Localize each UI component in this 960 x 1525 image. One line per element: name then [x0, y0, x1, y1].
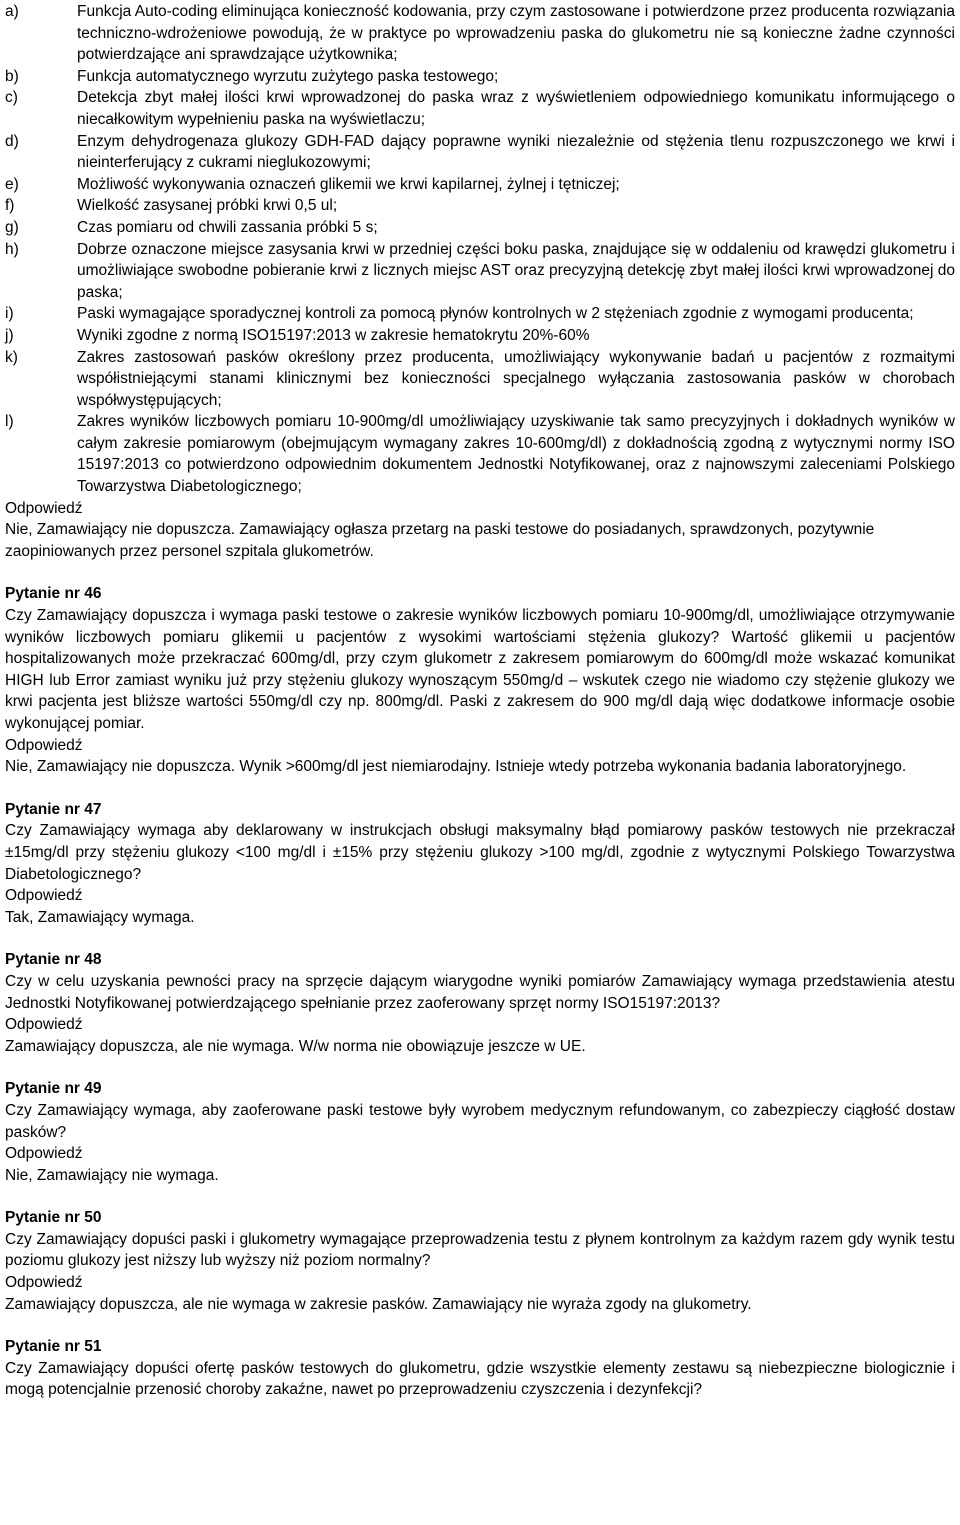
requirements-list: [5, 1, 955, 498]
list-item: [5, 303, 955, 325]
question-block: [5, 1336, 955, 1401]
answer-text: Tak, Zamawiający wymaga.: [5, 908, 195, 926]
list-item: [5, 174, 955, 196]
list-item-label: e): [5, 175, 19, 193]
answer-heading: Odpowiedź: [5, 887, 83, 905]
list-item-text: Zakres wyników liczbowych pomiaru 10-900mg/dl umożliwiający uzyskiwanie tak samo precyzyjnych i dokładnych wyników w całym zakresie pomiarowym (obejmującym wymagany zakres 10-600mg/dl) z dokładnością zgodną z wytycznymi normy ISO 15197:2013 co potwierdzono odpowiednim dokumentem Jednostki Notyfikowanej, oraz z najnowszymi zaleceniami Polskiego Towarzystwa Diabetologicznego;: [77, 413, 955, 496]
list-item-text: Możliwość wykonywania oznaczeń glikemii we krwi kapilarnej, żylnej i tętniczej;: [77, 175, 620, 193]
answer-heading: Odpowiedź: [5, 1145, 83, 1163]
answer-heading: Odpowiedź: [5, 1016, 83, 1034]
list-item-text: Funkcja automatycznego wyrzutu zużytego paska testowego;: [77, 67, 499, 85]
list-item-label: a): [5, 3, 19, 20]
answer-text: Nie, Zamawiający nie dopuszcza. Zamawiający ogłasza przetarg na paski testowe do posiadanych, sprawdzonych, pozytywnie zaopiniowanych przez personel szpitala glukometrów.: [5, 521, 875, 560]
answer-text: Nie, Zamawiający nie wymaga.: [5, 1166, 219, 1184]
answer-text: Nie, Zamawiający nie dopuszcza. Wynik >600mg/dl jest niemiarodajny. Istnieje wtedy potrzeba wykonania badania laboratoryjnego.: [5, 758, 907, 776]
list-item-text: Wyniki zgodne z normą ISO15197:2013 w zakresie hematokrytu 20%-60%: [77, 326, 590, 344]
list-item-label: b): [5, 67, 19, 85]
list-item: [5, 239, 955, 304]
question-title: Pytanie nr 51: [5, 1338, 102, 1356]
list-item-label: f): [5, 197, 15, 215]
question-text: Czy Zamawiający dopuści paski i glukometry wymagające przeprowadzenia testu z płynem kontrolnym za każdym razem gdy wynik testu poziomu glukozy jest niższy lub wyższy niż poziom normalny?: [5, 1230, 955, 1270]
answer-text: Zamawiający dopuszcza, ale nie wymaga w zakresie pasków. Zamawiający nie wyraża zgody na glukometry.: [5, 1295, 752, 1313]
list-item-label: h): [5, 240, 19, 258]
list-item-text: Czas pomiaru od chwili zassania próbki 5 s;: [77, 218, 378, 236]
list-item-label: i): [5, 305, 14, 323]
answer-heading: Odpowiedź: [5, 499, 83, 517]
question-text: Czy w celu uzyskania pewności pracy na sprzęcie dającym wiarygodne wyniki pomiarów Zamawiający wymaga przedstawienia atestu Jednostki Notyfikowanej potwierdzającego spełnianie przez zaoferowany sprzęt normy ISO15197:2013?: [5, 972, 955, 1012]
list-item-text: Enzym dehydrogenaza glukozy GDH-FAD dający poprawne wyniki niezależnie od stężenia tlenu rozpuszczonego we krwi i nieinterferujący z cukrami nieglukozowymi;: [77, 132, 955, 172]
question-block: [5, 1207, 955, 1315]
question-block: [5, 583, 955, 777]
question-title: Pytanie nr 46: [5, 585, 102, 603]
list-item-label: g): [5, 218, 19, 236]
question-block: [5, 1078, 955, 1186]
question-text: Czy Zamawiający dopuszcza i wymaga paski testowe o zakresie wyników liczbowych pomiaru 10-900mg/dl, umożliwiające otrzymywanie wyników liczbowych pomiaru glikemii u pacjentów z wysokimi wartościami stężenia glukozy? Wartość glikemii u pacjentów hospitalizowanych może przekraczać 600mg/dl, przy czym glukometr z zakresem pomiarowym do 600mg/dl może wskazać komunikat HIGH lub Error zamiast wyniku już przy stężeniu glukozy wynoszącym 550mg/d – wskutek czego nie wiadomo czy stężenie glukozy we krwi pacjenta jest bliższe wartości 550mg/dl czy np. 800mg/dl. Paski z zakresem do 900 mg/dl dają więc dodatkowe informacje osobie wykonującej pomiar.: [5, 607, 955, 732]
question-text: Czy Zamawiający wymaga aby deklarowany w instrukcjach obsługi maksymalny błąd pomiarowy pasków testowych nie przekraczał ±15mg/dl przy stężeniu glukozy <100 mg/dl i ±15% przy stężeniu glukozy >100 mg/dl, zgodnie z wytycznymi Polskiego Towarzystwa Diabetologicznego?: [5, 822, 955, 883]
list-item: [5, 66, 955, 88]
list-item: [5, 87, 955, 130]
list-item: [5, 131, 955, 174]
list-item: [5, 411, 955, 497]
list-item-text: Funkcja Auto-coding eliminująca konieczność kodowania, przy czym zastosowane i potwierdzone przez producenta rozwiązania techniczno-wdrożeniowe powodują, że w praktyce po wprowadzeniu paska do glukometru nie są konieczne żadne czynności potwierdzające ani sprawdzające użytkownika;: [77, 3, 955, 64]
answer-heading: Odpowiedź: [5, 1274, 83, 1292]
question-title: Pytanie nr 49: [5, 1080, 102, 1098]
list-item: [5, 217, 955, 239]
list-item-text: Detekcja zbyt małej ilości krwi wprowadzonej do paska wraz z wyświetleniem odpowiedniego komunikatu informującego o niecałkowitym wypełnieniu paska na wyświetlaczu;: [77, 89, 955, 128]
question-block: [5, 949, 955, 1057]
list-item-label: k): [5, 348, 18, 366]
list-item: [5, 1, 955, 66]
list-item-text: Wielkość zasysanej próbki krwi 0,5 ul;: [77, 197, 338, 215]
question-title: Pytanie nr 47: [5, 800, 102, 818]
list-item-label: d): [5, 132, 19, 150]
question-text: Czy Zamawiający dopuści ofertę pasków testowych do glukometru, gdzie wszystkie elementy zestawu są niebezpieczne biologicznie i mogą potencjalnie przenosić choroby zakaźne, nawet po przeprowadzeniu czyszczenia i dezynfekcji?: [5, 1359, 955, 1399]
list-item-text: Zakres zastosowań pasków określony przez producenta, umożliwiający wykonywanie badań u pacjentów z rozmaitymi współistniejącymi stanami klinicznymi bez konieczności specjalnego wyłączania zastosowania pasków w chorobach współwystępujących;: [77, 348, 955, 409]
list-item-label: j): [5, 326, 14, 344]
question-title: Pytanie nr 50: [5, 1209, 102, 1227]
question-block: [5, 799, 955, 929]
question-text: Czy Zamawiający wymaga, aby zaoferowane paski testowe były wyrobem medycznym refundowanym, co zabezpieczy ciągłość dostaw pasków?: [5, 1101, 955, 1141]
questions-section: [5, 583, 955, 1401]
list-item: [5, 195, 955, 217]
list-item-text: Paski wymagające sporadycznej kontroli za pomocą płynów kontrolnych w 2 stężeniach zgodnie z wymogami producenta;: [77, 305, 914, 323]
list-item: [5, 325, 955, 347]
question-title: Pytanie nr 48: [5, 951, 102, 969]
list-item-label: c): [5, 89, 18, 107]
answer-heading: Odpowiedź: [5, 736, 83, 754]
list-item: [5, 347, 955, 412]
answer-text: Zamawiający dopuszcza, ale nie wymaga. W/w norma nie obowiązuje jeszcze w UE.: [5, 1037, 586, 1055]
list-item-label: l): [5, 413, 14, 431]
list-item-text: Dobrze oznaczone miejsce zasysania krwi w przedniej części boku paska, znajdujące się w oddaleniu od krawędzi glukometru i umożliwiające swobodne pobieranie krwi z licznych miejsc AST oraz precyzyjną detekcję zbyt małej ilości krwi wprowadzonej do paska;: [77, 240, 955, 301]
